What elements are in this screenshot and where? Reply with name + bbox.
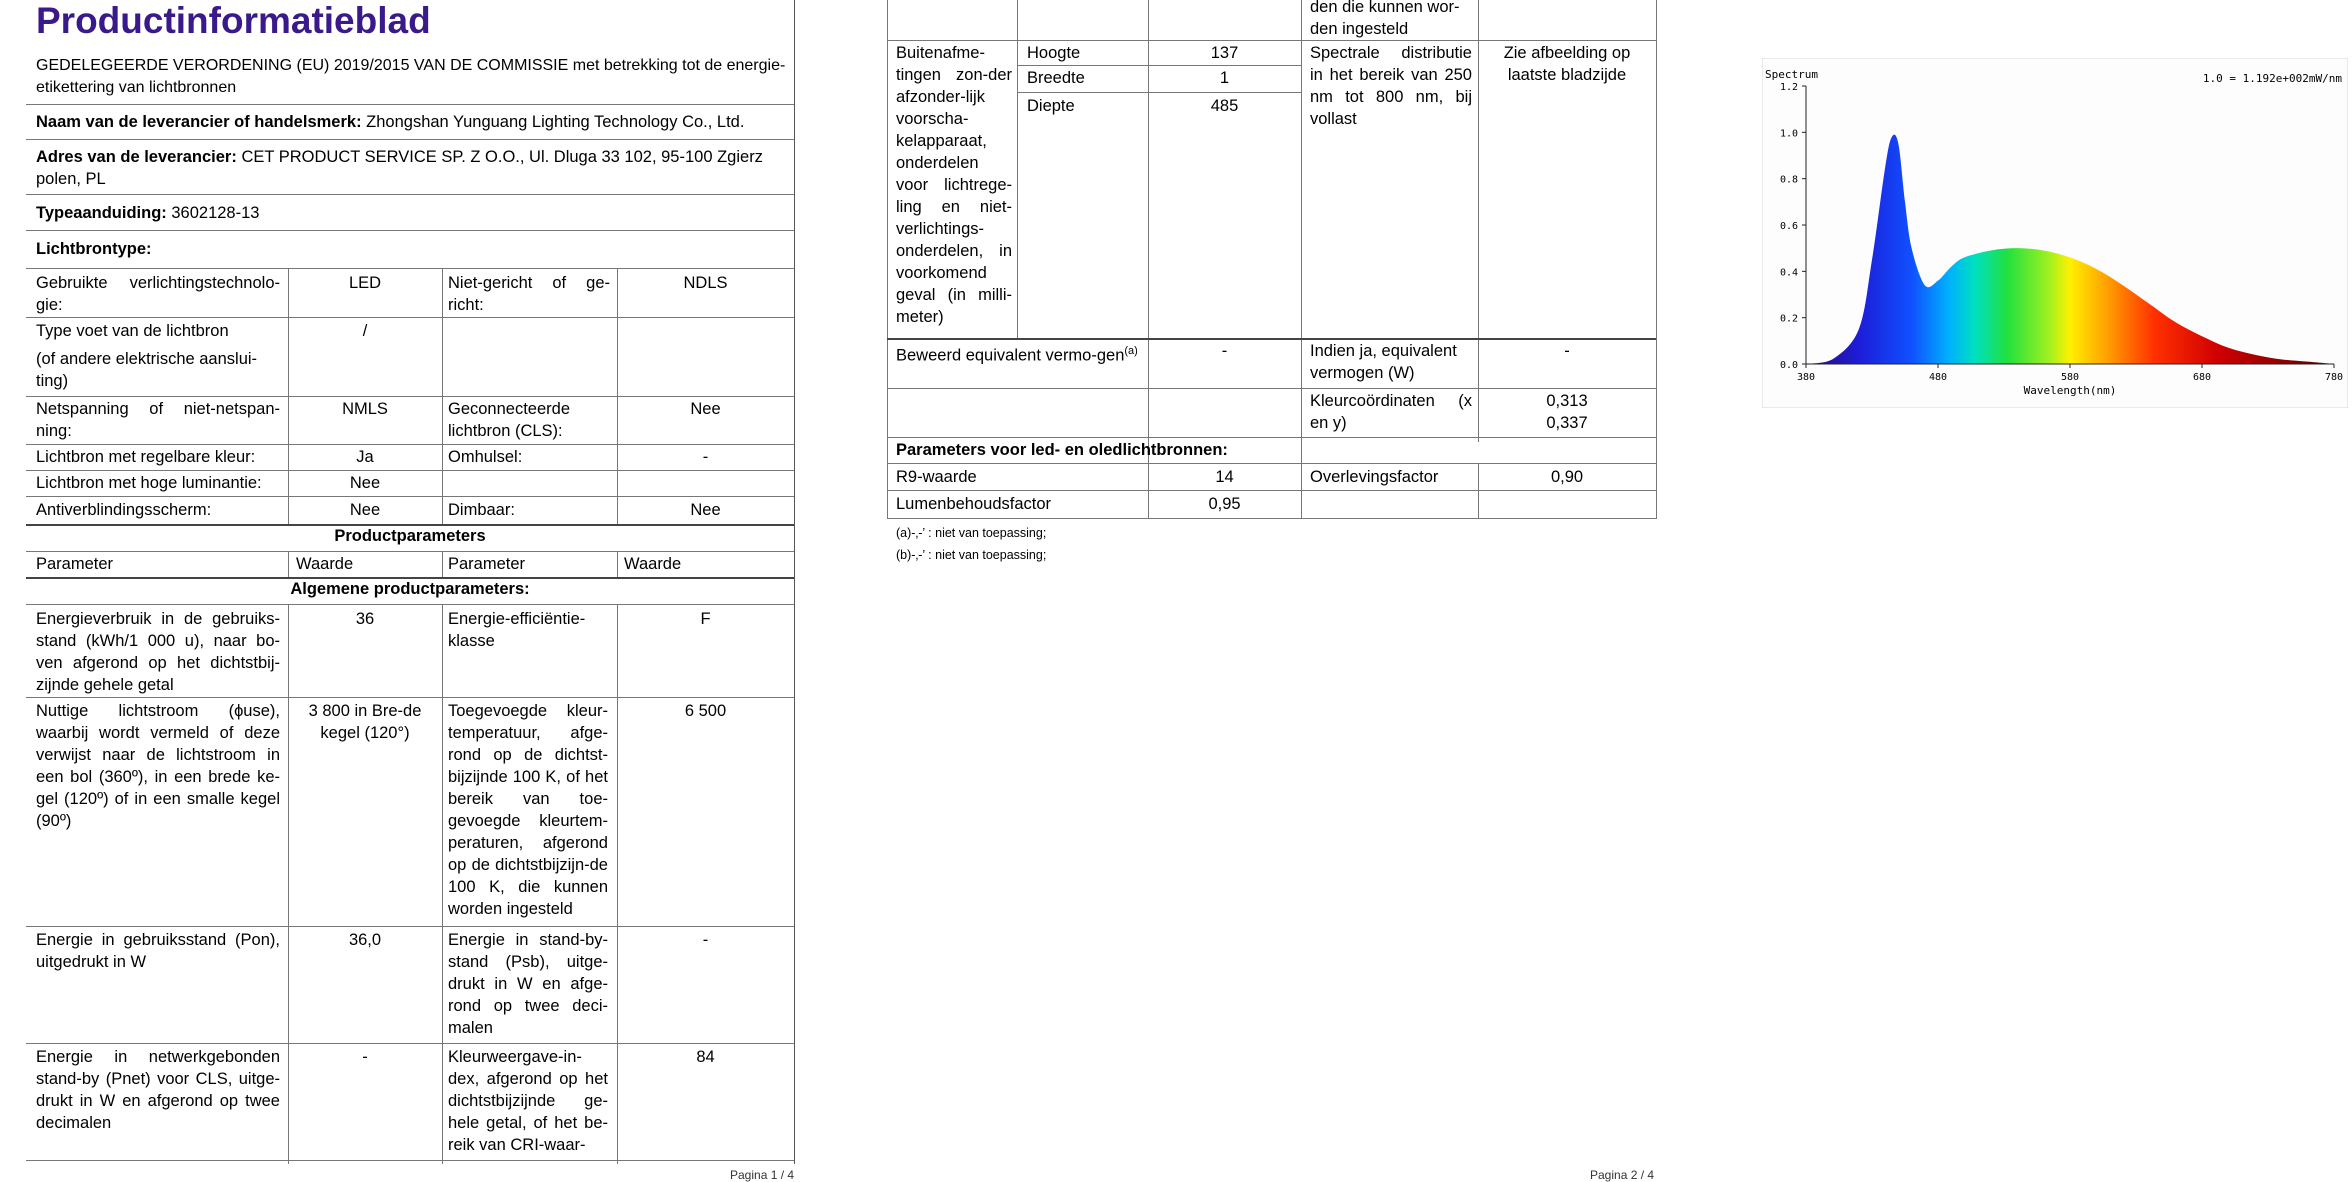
- y-tick-label: 0.4: [1779, 267, 1798, 279]
- footnote-a: (a)-‚-’ : niet van toepassing;: [896, 526, 1047, 540]
- page-number: Pagina 2 / 4: [1590, 1168, 1655, 1182]
- r9-label: R9-waarde: [896, 468, 977, 486]
- y-tick-label: 0.8: [1779, 174, 1798, 186]
- class-value: F: [700, 610, 711, 628]
- x-tick-label: 680: [2192, 372, 2212, 383]
- color-value: Ja: [356, 448, 374, 466]
- survival-value: 0,90: [1550, 468, 1584, 486]
- y-tick-label: 0.6: [1779, 221, 1798, 232]
- pnet-value: -: [362, 1048, 368, 1066]
- page-title: Productinformatieblad: [36, 0, 431, 41]
- dimmable-value: Nee: [690, 501, 721, 519]
- flux-label: Nuttige lichtstroom (ϕuse), waarbij wordt vermeld of deze verwijst naar de lichtstroom in een bol (360º), in een brede ke-gel (120º) of in een smalle kegel (90º): [36, 702, 280, 830]
- pon-label: Energie in gebruiksstand (Pon), uitgedrukt in W: [36, 931, 280, 971]
- x-tick-label: 380: [1796, 372, 1816, 383]
- dir-label: Niet-gericht of ge-richt:: [448, 274, 610, 314]
- x-tick-label: 780: [2324, 372, 2344, 383]
- footnote-b: (b)-‚-’ : niet van toepassing;: [896, 548, 1047, 562]
- lightsource-type: Lichtbrontype:: [36, 240, 152, 258]
- tech-value: LED: [348, 274, 382, 292]
- psb-label: Energie in stand-by-stand (Psb), uitge-drukt in W en afge-rond op twee deci-malen: [448, 931, 608, 1037]
- y-tick-label: 0.0: [1779, 360, 1798, 371]
- glare-value: Nee: [349, 501, 381, 519]
- chart-title: Spectrum: [1765, 68, 1818, 81]
- head-param-1: Parameter: [36, 555, 114, 573]
- head-value-2: Waarde: [624, 555, 682, 573]
- tech-label: Gebruikte verlichtingstechnolo-gie:: [36, 274, 280, 314]
- x-tick-label: 480: [1928, 372, 1948, 383]
- dir-value: NDLS: [683, 274, 728, 292]
- r9-value: 14: [1215, 468, 1234, 486]
- psb-value: -: [702, 931, 709, 949]
- height-value: 137: [1210, 44, 1239, 62]
- spectral-value: Zie afbeelding op laatste bladzijde: [1503, 44, 1631, 84]
- cap-label-2: (of andere elektrische aanslui-ting): [36, 350, 258, 390]
- height-label: Hoogte: [1027, 44, 1081, 62]
- lumen-maintenance-label: Lumenbehoudsfactor: [896, 495, 1052, 513]
- chromaticity-label: Kleurcoördinaten (x en y): [1310, 392, 1472, 432]
- chart-scale: 1.0 = 1.192e+002mW/nm: [2202, 72, 2342, 85]
- color-label: Lichtbron met regelbare kleur:: [36, 448, 256, 466]
- y-tick-label: 1.2: [1779, 82, 1798, 93]
- width-value: 1: [1219, 69, 1230, 87]
- cls-label: Geconnecteerde lichtbron (CLS):: [448, 400, 571, 440]
- cct-value: 6 500: [684, 702, 727, 720]
- flux-value: 3 800 in Bre-de kegel (120°): [308, 702, 422, 742]
- x-tick-label: 580: [2060, 372, 2080, 383]
- lumen-maintenance-value: 0,95: [1208, 495, 1241, 513]
- chromaticity-x: 0,313: [1546, 392, 1588, 410]
- y-tick-label: 0.2: [1779, 313, 1798, 325]
- general-params-heading: Algemene productparameters:: [290, 580, 530, 598]
- led-params-heading: Parameters voor led- en oledlichtbronnen:: [896, 441, 1228, 459]
- cri-label: Kleurweergave-in-dex, afgerond op het dichtstbijzijnde ge-hele getal, of het be-reik van CRI-waar-: [448, 1048, 608, 1154]
- dimmable-label: Dimbaar:: [448, 501, 515, 519]
- page-border: [794, 0, 795, 1164]
- envelope-value: -: [702, 448, 709, 466]
- glare-label: Antiverblindingsscherm:: [36, 501, 212, 519]
- envelope-label: Omhulsel:: [448, 448, 523, 466]
- luminance-value: Nee: [349, 474, 381, 492]
- cct-label: Toegevoegde kleur-temperatuur, afge-rond op de dichtst-bijzijnde 100 K, of het bereik van toe-gevoegde kleurtem-peraturen, afgerond op de dichtstbijzijn-de 100 K, die kunnen worden ingesteld: [448, 702, 608, 918]
- energy-value: 36: [355, 610, 375, 628]
- address-row: Adres van de leverancier: CET PRODUCT SERVICE SP. Z O.O., Ul. Dluga 33 102, 95-100 Zgierz polen, PL: [36, 148, 763, 188]
- spectral-label: Spectrale distributie in het bereik van 250 nm tot 800 nm, bij vollast: [1310, 44, 1472, 128]
- dimensions-label: Buitenafme-tingen zon-der afzonder-lijk voorscha-kelapparaat, onderdelen voor lichtrege-ling en niet-verlichtings-onderdelen, in voorkomend geval (in milli-meter): [896, 44, 1012, 326]
- equivalent-power-label: Beweerd equivalent vermo-gen$^{(a)}$: [896, 345, 1138, 365]
- product-params-heading: Productparameters: [334, 527, 486, 545]
- cap-label: Type voet van de lichtbron: [36, 322, 229, 340]
- supplier-row: Naam van de leverancier of handelsmerk: Zhongshan Yunguang Lighting Technology Co., Ltd.: [36, 113, 745, 131]
- equivalent-yes-label: Indien ja, equivalent vermogen (W): [1310, 342, 1457, 382]
- pon-value: 36,0: [348, 931, 382, 949]
- depth-value: 485: [1210, 97, 1239, 115]
- cls-value: Nee: [690, 400, 721, 418]
- depth-label: Diepte: [1027, 97, 1075, 115]
- cri-value: 84: [696, 1048, 715, 1066]
- x-axis-label: Wavelength(nm): [2023, 384, 2117, 397]
- survival-label: Overlevingsfactor: [1310, 468, 1439, 486]
- luminance-label: Lichtbron met hoge luminantie:: [36, 474, 262, 492]
- cont-text: den die kunnen wor-den ingesteld: [1310, 0, 1460, 38]
- page-1: [0, 0, 800, 1182]
- cap-value: /: [362, 322, 368, 340]
- pnet-label: Energie in netwerkgebonden stand-by (Pnet) voor CLS, uitge-drukt in W en afgerond op twee decimalen: [36, 1048, 280, 1132]
- type-row: Typeaanduiding: 3602128-13: [36, 204, 260, 222]
- chromaticity-y: 0,337: [1546, 414, 1588, 432]
- head-param-2: Parameter: [448, 555, 526, 573]
- head-value-1: Waarde: [296, 555, 354, 573]
- width-label: Breedte: [1027, 69, 1085, 87]
- y-tick-label: 1.0: [1779, 128, 1798, 140]
- page-number: Pagina 1 / 4: [730, 1168, 795, 1182]
- equivalent-power-value: -: [1221, 342, 1228, 360]
- energy-label: Energieverbruik in de gebruiks-stand (kWh/1 000 u), naar bo-ven afgerond op het dichtstbij-zijnde gehele getal: [36, 610, 280, 694]
- page-2: [880, 0, 1680, 1182]
- mains-label: Netspanning of niet-netspan-ning:: [36, 400, 280, 440]
- regulation-text: GEDELEGEERDE VERORDENING (EU) 2019/2015 VAN DE COMMISSIE met betrekking tot de energie-etikettering van lichtbronnen: [36, 57, 786, 96]
- mains-value: NMLS: [342, 400, 388, 418]
- equivalent-yes-value: -: [1564, 342, 1570, 360]
- spectrum-chart: [1762, 58, 2348, 408]
- class-label: Energie-efficiëntie-klasse: [448, 610, 586, 650]
